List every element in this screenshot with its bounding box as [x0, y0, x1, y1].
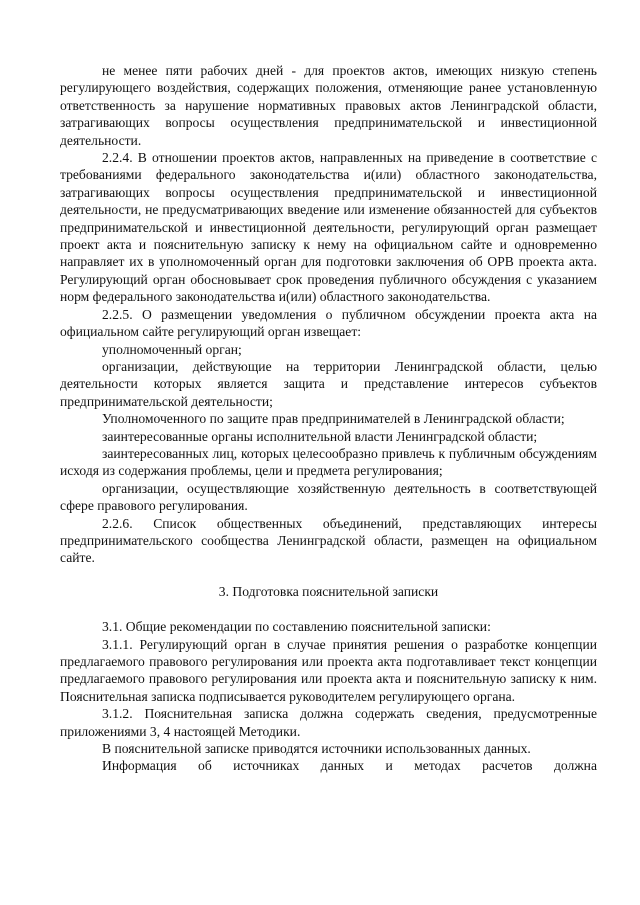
list-item-business-organizations: организации, осуществляющие хозяйственную деятельность в соответствующей сфере правового регулирования.	[60, 480, 597, 514]
paragraph-deadline-low-impact: не менее пяти рабочих дней - для проектов актов, имеющих низкую степень регулирующего воздействия, содержащих положения, отменяющие ранее установленную ответственность за нарушение нормативных правовых актов Ленинградской области, затрагивающих вопросы осуществления предпринимательской и инвестиционной деятельности.	[60, 63, 597, 148]
paragraph-2-2-6: 2.2.6. Список общественных объединений, представляющих интересы предпринимательского сообщества Ленинградской области, размещен на официальном сайте.	[60, 515, 597, 566]
list-item-ombudsman: Уполномоченного по защите прав предпринимателей в Ленинградской области;	[102, 411, 565, 427]
paragraph-sources-info: Информация об источниках данных и методах расчетов должна	[102, 758, 597, 774]
list-item-executive-bodies: заинтересованные органы исполнительной власти Ленинградской области;	[102, 428, 538, 444]
list-item-authorized-body: уполномоченный орган;	[102, 341, 242, 357]
paragraph-3-1-1: 3.1.1. Регулирующий орган в случае принятия решения о разработке концепции предлагаемого правового регулирования или проекта акта подготавливает текст концепции предлагаемого правового регулирования или проекта акта и пояснительную записку к ним. Пояснительная записка подписывается руководителем регулирующего органа.	[60, 636, 597, 704]
paragraph-sources: В пояснительной записке приводятся источники использованных данных.	[102, 741, 531, 757]
paragraph-2-2-5: 2.2.5. О размещении уведомления о публичном обсуждении проекта акта на официальном сайте регулирующий орган извещает:	[60, 306, 597, 340]
section-heading: 3. Подготовка пояснительной записки	[218, 583, 439, 599]
paragraph-3-1-2: 3.1.2. Пояснительная записка должна содержать сведения, предусмотренные приложениями 3, 4 настоящей Методики.	[60, 706, 597, 739]
list-item-interested-persons: заинтересованных лиц, которых целесообразно привлечь к публичным обсуждениям исходя из содержания проблемы, цели и предмета регулирования;	[60, 445, 597, 479]
document-page	[60, 62, 597, 775]
paragraph-2-2-4: 2.2.4. В отношении проектов актов, направленных на приведение в соответствие с требованиями федерального законодательства и(или) областного законодательства, затрагивающих вопросы осуществления предпринимательской и инвестиционной деятельности, не предусматривающих введение или изменение обязанностей для субъектов предпринимательской и инвестиционной деятельности, регулирующий орган размещает проект акта и пояснительную записку к нему на официальном сайте и одновременно направляет их в уполномоченный орган для подготовки заключения об ОРВ проекта акта. Регулирующий орган обосновывает срок проведения публичного обсуждения с указанием норм федерального законодательства и(или) областного законодательства.	[60, 150, 597, 305]
paragraph-3-1: 3.1. Общие рекомендации по составлению пояснительной записки:	[102, 619, 491, 635]
list-item-organizations: организации, действующие на территории Ленинградской области, целью деятельности которых является защита и представление интересов субъектов предпринимательской деятельности;	[60, 358, 597, 409]
